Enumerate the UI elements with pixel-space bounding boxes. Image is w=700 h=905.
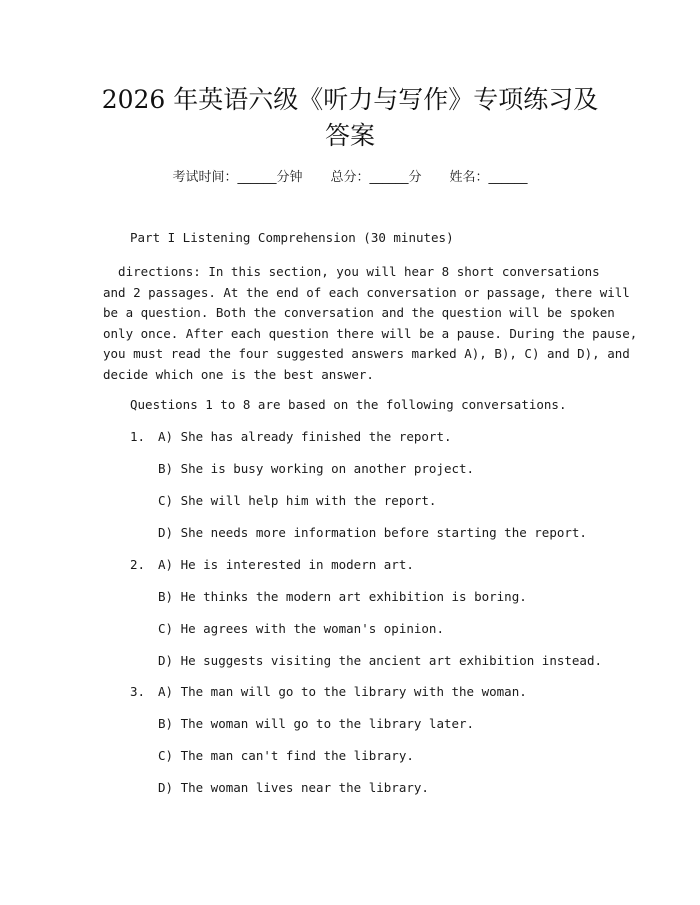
exam-time-field: 考试时间：______分钟 <box>172 170 303 185</box>
answer-option: C) She will help him with the report. <box>158 493 437 508</box>
questions-intro: Questions 1 to 8 are based on the following conversations. <box>130 397 567 412</box>
answer-option: B) She is busy working on another project. <box>158 461 475 476</box>
total-score-field: 总分：______分 <box>330 170 422 185</box>
answer-option: A) She has already finished the report. <box>158 429 452 444</box>
directions-line: only once. After each question there will be a pause. During the pause, <box>103 325 638 341</box>
directions-line: and 2 passages. At the end of each conversation or passage, there will <box>103 284 630 300</box>
document-title-line-2: 答案 <box>324 121 375 150</box>
answer-option: D) She needs more information before starting the report. <box>158 525 587 540</box>
directions-paragraph <box>103 262 638 386</box>
section-heading: Part I Listening Comprehension (30 minutes) <box>130 230 454 245</box>
document-title-line-1: 2026 年英语六级《听力与写作》专项练习及 <box>101 85 599 114</box>
answer-option: D) The woman lives near the library. <box>158 780 429 795</box>
directions-line: decide which one is the best answer. <box>103 366 374 382</box>
directions-line: you must read the four suggested answers marked A), B), C) and D), and <box>103 346 630 362</box>
answer-option: D) He suggests visiting the ancient art exhibition instead. <box>158 653 603 668</box>
answer-option: A) He is interested in modern art. <box>158 557 414 572</box>
answer-option: C) He agrees with the woman's opinion. <box>158 621 444 636</box>
answer-option: A) The man will go to the library with the woman. <box>158 684 527 699</box>
directions-line: directions: In this section, you will hear 8 short conversations <box>103 264 600 279</box>
exam-meta-row <box>0 168 700 188</box>
answer-option: C) The man can't find the library. <box>158 748 414 763</box>
question-number: 3. <box>130 684 146 699</box>
question-number: 2. <box>130 557 146 572</box>
question-number: 1. <box>130 429 146 444</box>
name-field: 姓名：______ <box>449 170 528 185</box>
directions-line: be a question. Both the conversation and the question will be spoken <box>103 305 615 321</box>
answer-option: B) He thinks the modern art exhibition is boring. <box>158 589 527 604</box>
answer-option: B) The woman will go to the library later. <box>158 716 475 731</box>
